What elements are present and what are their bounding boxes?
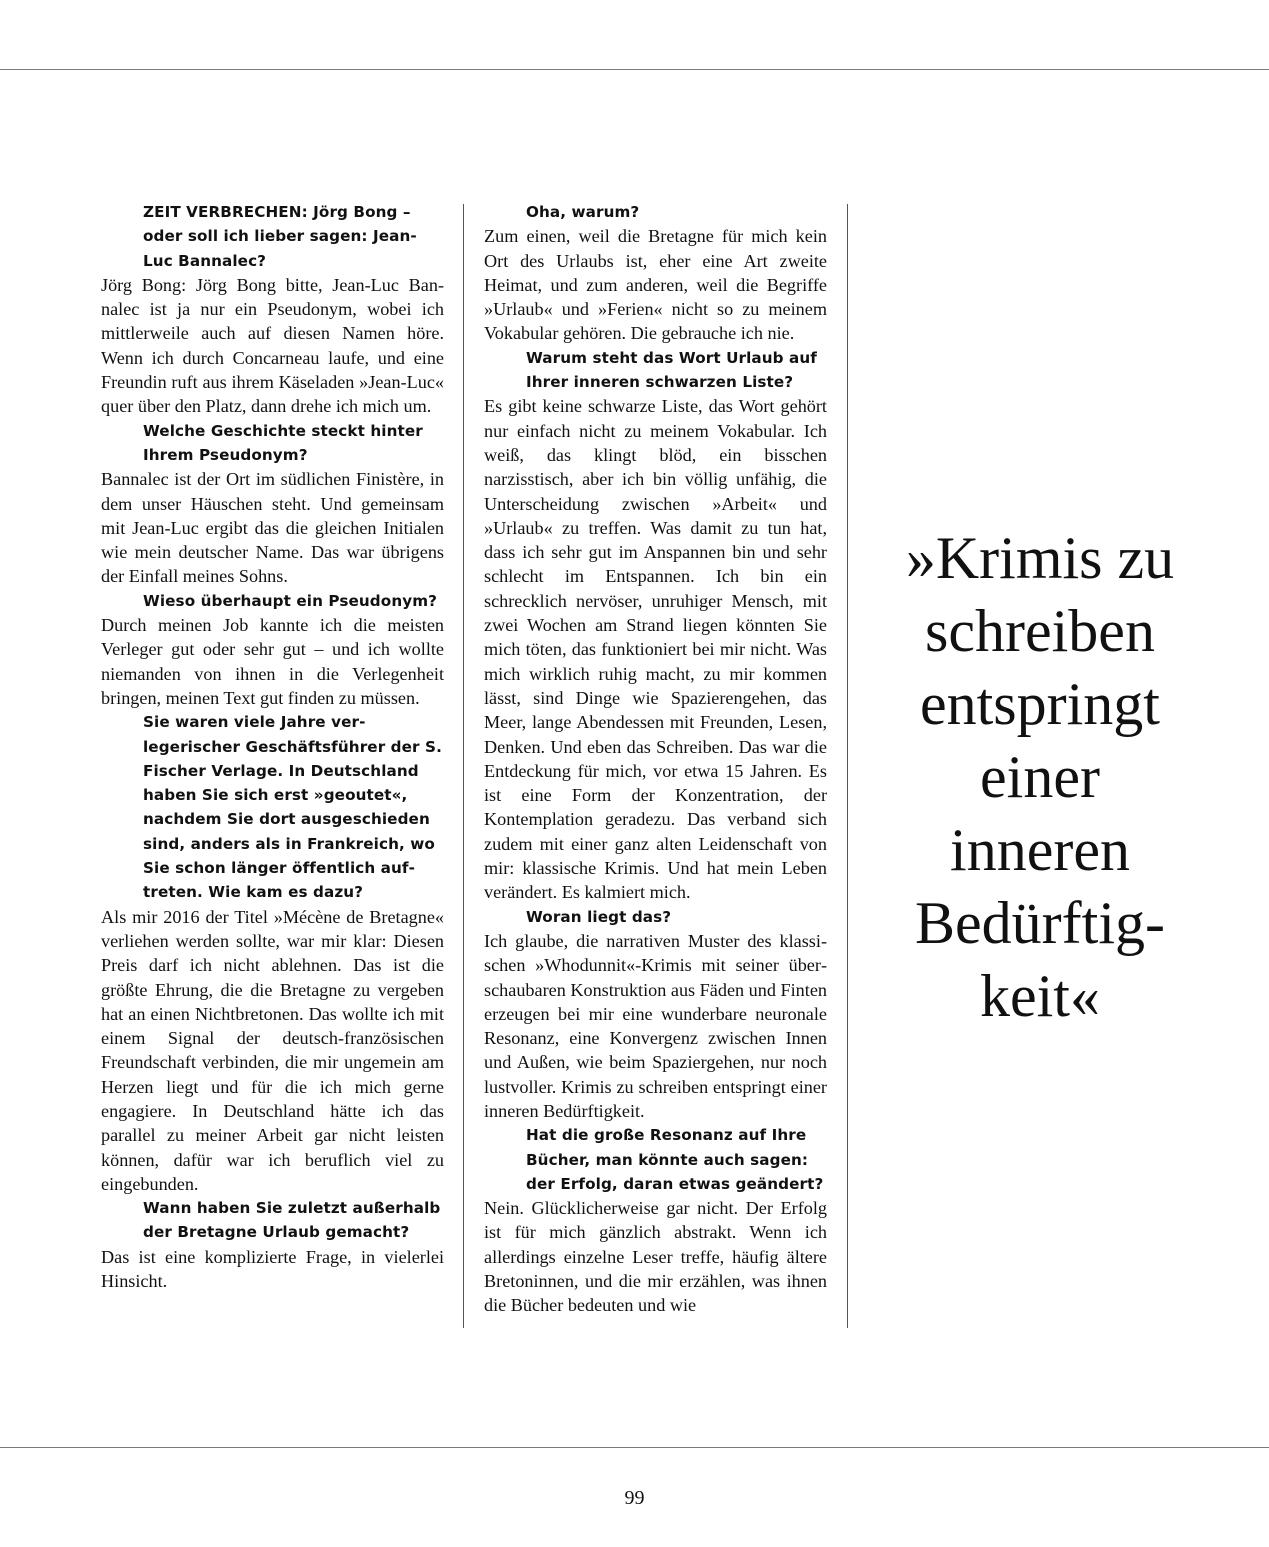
interview-answer: Zum einen, weil die Bretagne für mich kein Ort des Urlaubs ist, eher eine Art zweite Heimat, und zum anderen, weil die Begriffe »Urlaub« und »Ferien« nicht so zu meinem Vokabular gehören. Die gebrauche ich nie. bbox=[484, 226, 827, 344]
interview-question: Welche Geschichte steckt hinter Ihrem Pseudonym? bbox=[143, 421, 423, 464]
page-number: 99 bbox=[624, 1487, 645, 1509]
interview-question: Hat die große Resonanz auf Ihre Bücher, man könnte auch sagen: der Erfolg, daran etwas geändert? bbox=[526, 1126, 824, 1193]
interview-question: Wann haben Sie zuletzt außerhalb der Bretagne Urlaub gemacht? bbox=[143, 1199, 441, 1242]
interview-answer: Jörg Bong: Jörg Bong bitte, Jean-Luc Bannalec ist ja nur ein Pseudonym, wobei ich mittlerweile auch auf diesen Namen höre. Wenn ich durch Concarneau laufe, und eine Freundin ruft aus ihrem Käseladen »Jean-Luc« quer über den Platz, dann drehe ich mich um. bbox=[101, 274, 444, 417]
interview-answer: Als mir 2016 der Titel »Mécène de Bretagne« verliehen werden sollte, war mir klar: Diesen Preis darf ich nicht ablehnen. Das ist die größte Ehrung, die die Bretagne zu vergeben hat an einen Nichtbretonen. Das wollte ich mit einem Signal der deutsch-französischen Freundschaft verbinden, die mir ungemein am Herzen liegt und für die ich mich gerne engagiere. In Deutschland hätte ich das parallel zu meiner Arbeit gar nicht leisten können, dafür war ich beruflich viel zu eingebunden. bbox=[101, 906, 444, 1194]
top-rule bbox=[0, 69, 1269, 70]
interview-question: Wieso überhaupt ein Pseudonym? bbox=[143, 591, 438, 610]
interview-answer: Bannalec ist der Ort im südlichen Finistère, in dem unser Häuschen steht. Und gemeinsam mit Jean-Luc ergibt das die gleichen Initialen wie mein deutscher Name. Das war übrigens der Einfall meines Sohns. bbox=[101, 469, 444, 587]
pull-quote: »Krimis zu schreiben entspringt einer inneren Bedürftig- keit« bbox=[905, 525, 1175, 1029]
interview-answer: Nein. Glücklicherweise gar nicht. Der Erfolg ist für mich gänzlich abstrakt. Wenn ich allerdings einzelne Leser treffe, häufig ältere Bretoninnen, und die mir erzählen, was ihnen die Bücher bedeuten und wie bbox=[484, 1198, 827, 1316]
interview-answer: Das ist eine komplizierte Frage, in vielerlei Hinsicht. bbox=[101, 1246, 444, 1292]
interview-answer: Durch meinen Job kannte ich die meisten Verleger gut oder sehr gut – und ich wollte niemanden von ihnen in die Verlegenheit bringen, meinen Text gut finden zu müssen. bbox=[101, 615, 444, 708]
interview-question: Oha, warum? bbox=[526, 203, 640, 221]
interview-question: Woran liegt das? bbox=[526, 907, 672, 926]
interview-column-middle bbox=[484, 200, 827, 1318]
bottom-rule bbox=[0, 1447, 1269, 1448]
interview-answer: Ich glaube, die narrativen Muster des klassischen »Whodunnit«-Krimis mit seiner überschaubaren Konstruktion aus Fäden und Finten erzeugen bei mir eine wunderbare neuronale Resonanz, eine Konvergenz zwischen Innen und Außen, wie beim Spaziergehen, nur noch lustvoller. Krimis zu schreiben entspringt einer inneren Bedürftigkeit. bbox=[484, 930, 827, 1121]
interview-answer: Es gibt keine schwarze Liste, das Wort gehört nur einfach nicht zu meinem Vokabular. Ich weiß, das klingt blöd, ein bisschen narzisstisch, aber ich bin völlig unfähig, die Unterscheidung zwischen »Arbeit« und »Urlaub« zu treffen. Was damit zu tun hat, dass ich sehr gut im Anspannen bin und sehr schlecht im Entspannen. Ich bin ein schrecklich nervöser, unruhiger Mensch, mit zwei Wochen am Strand liegen könnten Sie mich töten, das funktioniert bei mir nicht. Was mich wirklich ruhig macht, zu mir kommen lässt, sind Dinge wie Spazierengehen, das Meer, lange Abendessen mit Freunden, Lesen, Denken. Und eben das Schreiben. Das war die Entdeckung für mich, vor etwa 15 Jahren. Es ist eine Form der Konzentration, der Kontemplation geradezu. Das verband sich zudem mit einer ganz alten Leidenschaft von mir: klassische Krimis. Und hat mein Leben verändert. Es kalmiert mich. bbox=[484, 396, 827, 903]
column-divider-2 bbox=[847, 204, 848, 1328]
column-divider-1 bbox=[463, 204, 464, 1328]
interview-question: Sie waren viele Jahre verlegerischer Geschäftsführer der S. Fischer Verlage. In Deutschland haben Sie sich erst »geoutet«, nachdem Sie dort ausgeschieden sind, anders als in Frankreich, wo Sie schon länger öffentlich auftreten. Wie kam es dazu? bbox=[143, 713, 442, 902]
interview-column-left bbox=[101, 200, 444, 1293]
interview-question: ZEIT VERBRECHEN: Jörg Bong – oder soll ich lieber sagen: Jean-Luc Bannalec? bbox=[143, 203, 417, 270]
interview-question: Warum steht das Wort Urlaub auf Ihrer inneren schwarzen Liste? bbox=[526, 348, 817, 392]
